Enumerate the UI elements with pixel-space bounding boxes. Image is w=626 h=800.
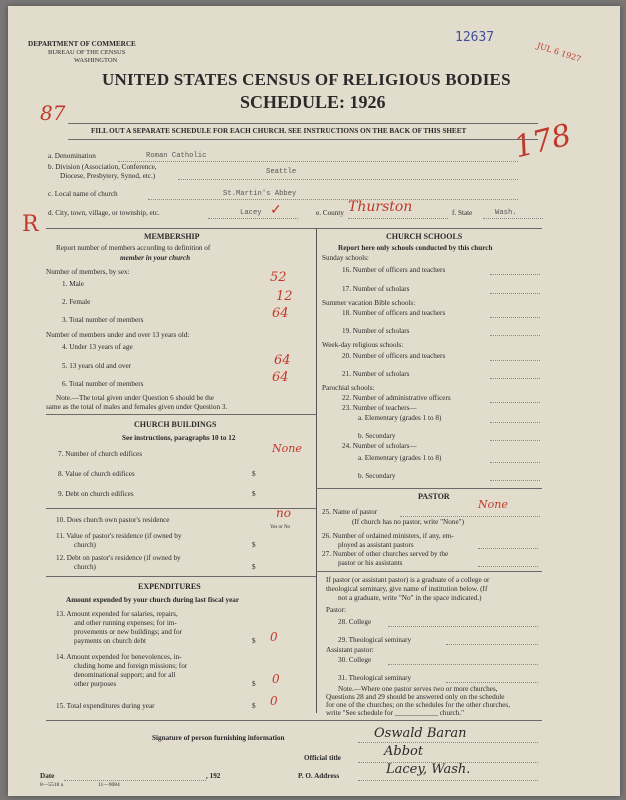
q6-value: 64 <box>272 370 289 385</box>
q1-value: 52 <box>270 270 287 285</box>
membership-note-2: same as the total of males and females given under Question 3. <box>46 403 228 411</box>
q5-value: 64 <box>274 353 291 368</box>
q8-dollar: $ <box>252 470 256 478</box>
q12-label-2: church) <box>74 563 96 571</box>
members-by-age-label: Number of members under and over 13 years old: <box>46 331 190 339</box>
q18-line <box>490 317 540 318</box>
state-value: Wash. <box>495 209 517 217</box>
q22-line <box>490 402 540 403</box>
graduate-instruction-2: theological seminary, give name of institution below. (If <box>326 585 488 593</box>
q14-value: 0 <box>272 672 280 686</box>
graduate-instruction-3: not a graduate, write "No" in the space indicated.) <box>338 594 482 602</box>
q13-label-2: and other running expenses; for im- <box>74 619 177 627</box>
census-schedule-sheet <box>8 6 620 796</box>
q14-label-3: denominational support; and for all <box>74 671 176 679</box>
q30-label: 30. College <box>338 656 372 664</box>
membership-note-1: Note.—The total given under Question 6 should be the <box>56 394 214 402</box>
q28-line <box>388 626 538 627</box>
q10-value: no <box>276 506 291 520</box>
pastor-heading: PASTOR <box>418 492 450 501</box>
q5-label: 5. 13 years old and over <box>62 362 132 370</box>
q26-label-2: ployed as assistant pastors <box>338 541 414 549</box>
q25-line <box>400 516 540 517</box>
q16-line <box>490 274 540 275</box>
assistant-pastor-label: Assistant pastor: <box>326 646 374 654</box>
pastor-note-4: write "See schedule for ____________ church." <box>326 709 465 717</box>
graduate-instruction-1: If pastor (or assistant pastor) is a graduate of a college or <box>326 576 490 584</box>
q11-dollar: $ <box>252 541 256 549</box>
q4-label: 4. Under 13 years of age <box>62 343 133 351</box>
pastor-rule <box>316 488 542 489</box>
pastor-note-1: Note.—Where one pastor serves two or more churches, <box>338 685 498 693</box>
footer-rule <box>46 720 542 721</box>
q24b-line <box>490 480 540 481</box>
q30-line <box>388 664 538 665</box>
handwritten-r: R <box>22 212 39 237</box>
q24b-label: b. Secondary <box>358 472 396 480</box>
page-title: UNITED STATES CENSUS OF RELIGIOUS BODIES <box>102 70 511 89</box>
membership-heading: MEMBERSHIP <box>144 232 200 241</box>
pastor-note-2: Questions 28 and 29 should be answered only on the schedule <box>326 693 505 701</box>
q27-line <box>478 566 538 567</box>
county-line <box>348 218 448 219</box>
q12-label: 12. Debt on pastor's residence (if owned by <box>56 554 181 562</box>
pastor-note-3: for one of the churches; on the schedules for the other churches, <box>326 701 511 709</box>
q26-label: 26. Number of ordained ministers, if any, em- <box>322 532 454 540</box>
expenditures-heading: EXPENDITURES <box>138 582 201 591</box>
buildings-heading: CHURCH BUILDINGS <box>134 420 217 429</box>
q8-label: 8. Value of church edifices <box>58 470 135 478</box>
received-stamp: JUL 6 1927 <box>535 41 583 64</box>
q16-label: 16. Number of officers and teachers <box>342 266 446 274</box>
membership-sub-1: Report number of members according to definition of <box>56 244 211 252</box>
q25-value: None <box>478 498 508 511</box>
q27-label-2: pastor or his assistants <box>338 559 403 567</box>
division-label: b. Division (Association, Conference, <box>48 163 157 171</box>
date-label: Date <box>40 772 55 780</box>
handwritten-87: 87 <box>40 101 66 125</box>
q13-label-3: provements or new buildings; and for <box>74 628 182 636</box>
q23b-label: b. Secondary <box>358 432 396 440</box>
q13-value: 0 <box>270 630 278 644</box>
form-number: 8—5518 a <box>40 782 64 788</box>
division-line <box>178 179 518 180</box>
church-name-label: c. Local name of church <box>48 190 118 198</box>
q15-value: 0 <box>270 694 278 708</box>
address-line <box>358 780 538 781</box>
signature-line <box>358 742 538 743</box>
denomination-value: Roman Catholic <box>146 152 207 160</box>
county-label: e. County <box>316 209 344 217</box>
header-rule-top <box>68 123 538 124</box>
city-label: WASHINGTON <box>74 57 118 64</box>
summer-schools-label: Summer vacation Bible schools: <box>322 299 416 307</box>
q22-label: 22. Number of administrative officers <box>342 394 451 402</box>
q3-label: 3. Total number of members <box>62 316 144 324</box>
q13-label: 13. Amount expended for salaries, repairs, <box>56 610 178 618</box>
q12-dollar: $ <box>252 563 256 571</box>
q15-dollar: $ <box>252 702 256 710</box>
official-title-label: Official title <box>304 754 341 762</box>
signature-value: Oswald Baran <box>374 726 467 741</box>
q19-line <box>490 335 540 336</box>
q9-dollar: $ <box>252 490 256 498</box>
q23a-line <box>490 422 540 423</box>
q7-label: 7. Number of church edifices <box>58 450 143 458</box>
q14-label-2: cluding home and foreign missions; for <box>74 662 188 670</box>
q19-label: 19. Number of scholars <box>342 327 410 335</box>
print-number: 11—9084 <box>98 782 120 788</box>
q13-label-4: payments on church debt <box>74 637 147 645</box>
parochial-schools-label: Parochial schools: <box>322 384 375 392</box>
official-title-value: Abbot <box>384 744 424 759</box>
q11-label-2: church) <box>74 541 96 549</box>
q1-label: 1. Male <box>62 280 84 288</box>
city-town-line <box>208 218 298 219</box>
serial-number: 12637 <box>455 30 495 45</box>
q25-hint: (If church has no pastor, write "None") <box>352 518 464 526</box>
church-name-line <box>148 199 518 200</box>
schools-heading: CHURCH SCHOOLS <box>386 232 463 241</box>
q31-line <box>446 682 538 683</box>
q17-line <box>490 293 540 294</box>
sunday-schools-label: Sunday schools: <box>322 254 369 262</box>
q23b-line <box>490 440 540 441</box>
state-line <box>483 218 543 219</box>
date-year: , 192 <box>206 772 221 780</box>
q13-dollar: $ <box>252 637 256 645</box>
department-label: DEPARTMENT OF COMMERCE <box>28 40 136 48</box>
q24a-label: a. Elementary (grades 1 to 8) <box>358 454 442 462</box>
city-town-label: d. City, town, village, or township, etc. <box>48 209 160 217</box>
q24-label: 24. Number of scholars— <box>342 442 417 450</box>
q18-label: 18. Number of officers and teachers <box>342 309 446 317</box>
q23-label: 23. Number of teachers— <box>342 404 417 412</box>
division-label-2: Diocese, Presbytery, Synod, etc.) <box>60 172 156 180</box>
address-label: P. O. Address <box>298 772 340 780</box>
city-town-value: Lacey <box>240 209 262 217</box>
buildings-sub: See instructions, paragraphs 10 to 12 <box>122 434 236 442</box>
q20-label: 20. Number of officers and teachers <box>342 352 446 360</box>
division-value: Seattle <box>266 168 297 176</box>
weekday-schools-label: Week-day religious schools: <box>322 341 404 349</box>
denomination-line <box>118 161 518 162</box>
q10-label: 10. Does church own pastor's residence <box>56 516 170 524</box>
q26-line <box>478 548 538 549</box>
q31-label: 31. Theological seminary <box>338 674 412 682</box>
q25-label: 25. Name of pastor <box>322 508 378 516</box>
q17-label: 17. Number of scholars <box>342 285 410 293</box>
q14-label: 14. Amount expended for benevolences, in- <box>56 653 182 661</box>
header-rule-bottom <box>68 139 538 140</box>
q27-label: 27. Number of other churches served by the <box>322 550 449 558</box>
membership-sub-2: member in your church <box>120 254 191 262</box>
members-by-sex-label: Number of members, by sex: <box>46 268 130 276</box>
q28-label: 28. College <box>338 618 372 626</box>
q23a-label: a. Elementary (grades 1 to 8) <box>358 414 442 422</box>
signature-label: Signature of person furnishing information <box>152 734 285 742</box>
county-value: Thurston <box>348 199 413 215</box>
q21-label: 21. Number of scholars <box>342 370 410 378</box>
handwritten-178: 178 <box>510 117 575 166</box>
q2-value: 12 <box>276 289 293 304</box>
check-mark-1: ✓ <box>270 202 282 218</box>
q3-value: 64 <box>272 306 289 321</box>
q15-label: 15. Total expenditures during year <box>56 702 155 710</box>
q14-dollar: $ <box>252 680 256 688</box>
expenditures-rule <box>46 576 316 577</box>
q6-label: 6. Total number of members <box>62 380 144 388</box>
bureau-label: BUREAU OF THE CENSUS <box>48 49 126 56</box>
q20-line <box>490 360 540 361</box>
schools-sub: Report here only schools conducted by this church <box>338 244 493 252</box>
q11-label: 11. Value of pastor's residence (if owned by <box>56 532 182 540</box>
q29-label: 29. Theological seminary <box>338 636 412 644</box>
state-label: f. State <box>452 209 473 217</box>
q21-line <box>490 378 540 379</box>
q9-label: 9. Debt on church edifices <box>58 490 134 498</box>
q7-value: None <box>272 442 302 455</box>
denomination-label: a. Denomination <box>48 152 96 160</box>
section-rule <box>46 228 542 229</box>
q14-label-4: other purposes <box>74 680 117 688</box>
address-value: Lacey, Wash. <box>386 762 471 777</box>
church-name-value: St.Martin's Abbey <box>223 190 297 198</box>
q10-hint: Yes or No <box>270 525 291 530</box>
expenditures-sub: Amount expended by your church during last fiscal year <box>66 596 240 604</box>
graduate-rule <box>316 571 542 572</box>
buildings-rule <box>46 414 316 415</box>
q24a-line <box>490 462 540 463</box>
column-divider <box>316 228 317 713</box>
instruction-banner: FILL OUT A SEPARATE SCHEDULE FOR EACH CHURCH. SEE INSTRUCTIONS ON THE BACK OF THIS SHEET <box>91 127 467 135</box>
q2-label: 2. Female <box>62 298 91 306</box>
schedule-title: SCHEDULE: 1926 <box>240 92 386 112</box>
pastor-sub-label: Pastor: <box>326 606 346 614</box>
date-line <box>64 780 206 781</box>
q29-line <box>446 644 538 645</box>
